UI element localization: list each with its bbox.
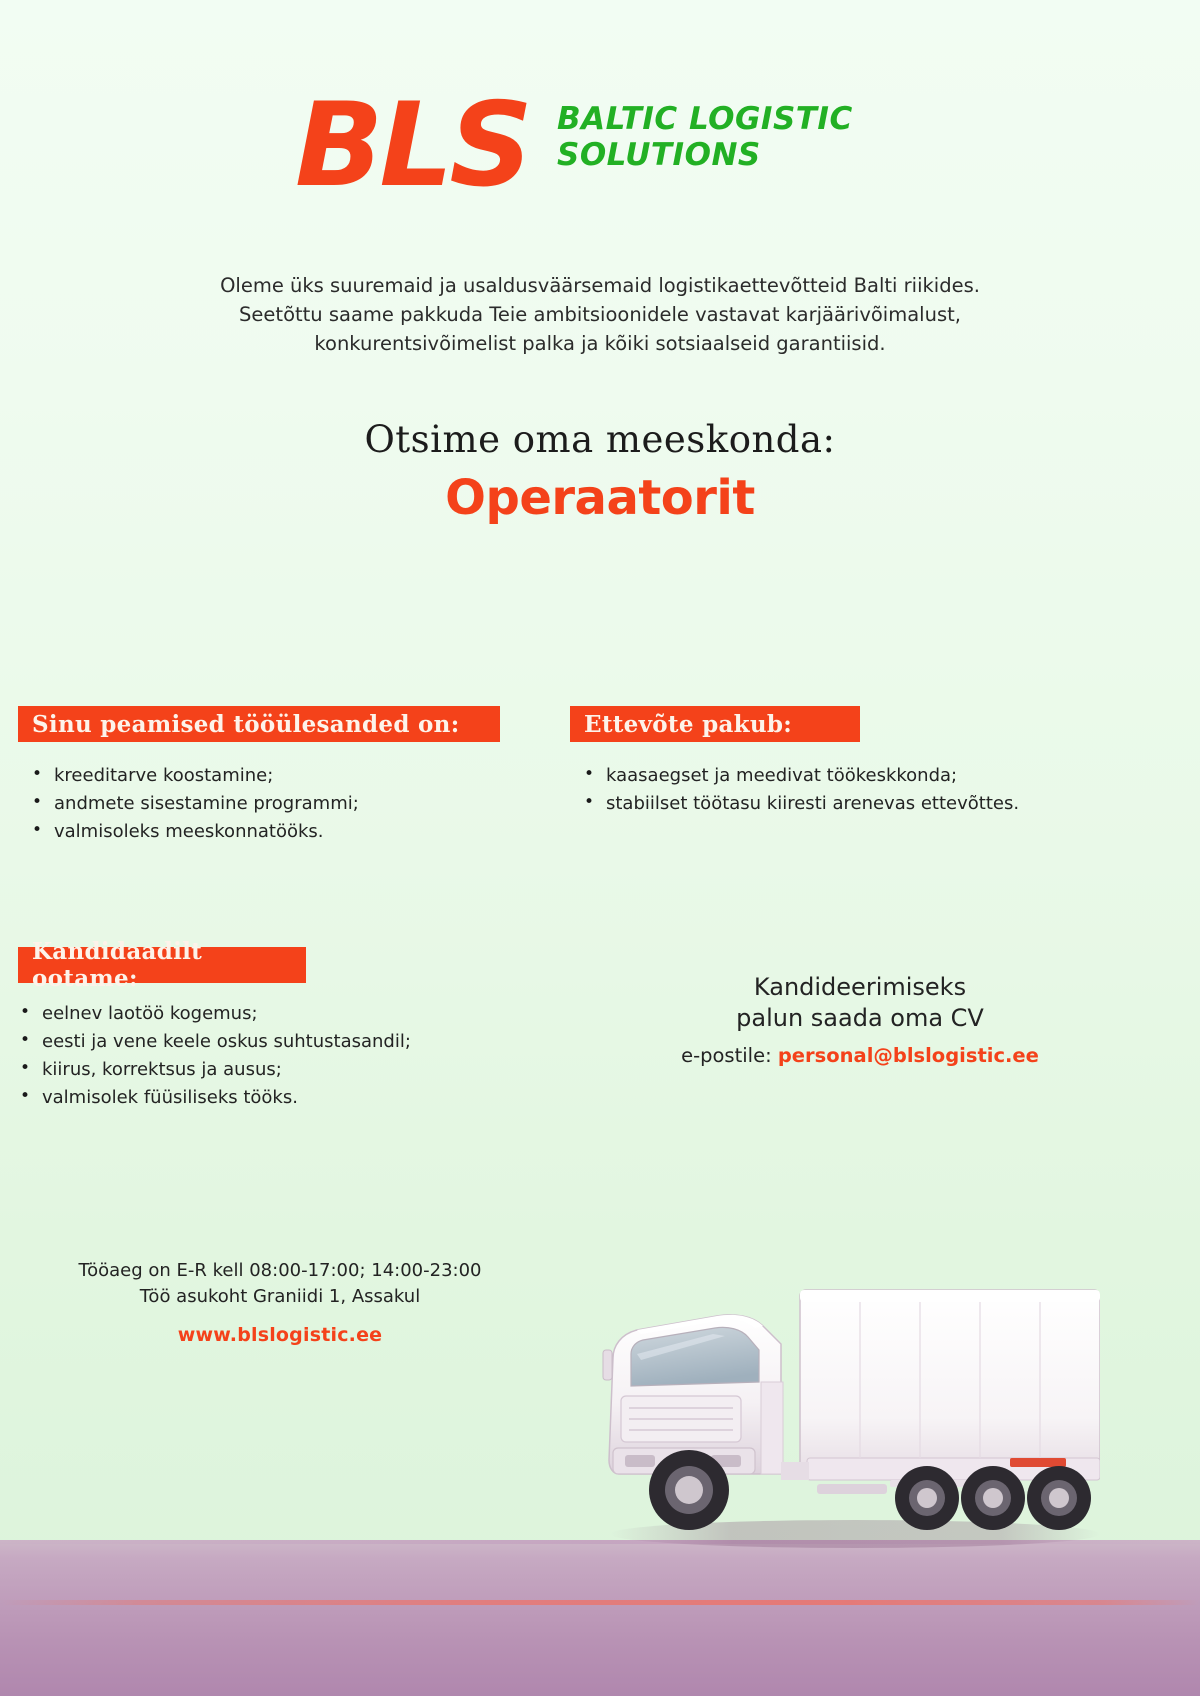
- expectations-list: [8, 1000, 508, 1112]
- logo-wordmark-line1: BALTIC LOGISTIC: [557, 101, 853, 137]
- offer-list: [572, 762, 1042, 818]
- intro-line-2: Seetõttu saame pakkuda Teie ambitsioonidele vastavat karjäärivõimalust,: [239, 302, 961, 326]
- job-title-block: [100, 418, 1100, 528]
- truck-illustration: [585, 1262, 1100, 1562]
- intro-paragraph: [150, 272, 1050, 359]
- section-heading-tasks: Sinu peamised tööülesanded on:: [18, 706, 500, 742]
- apply-email-label: e-postile:: [681, 1044, 778, 1068]
- section-heading-expectations: Kandidaadilt ootame:: [18, 947, 306, 983]
- website-link[interactable]: www.blslogistic.ee: [177, 1324, 383, 1347]
- apply-email-row: [600, 1043, 1120, 1068]
- apply-heading-line1: Kandideerimiseks: [753, 973, 967, 1001]
- logo-mark: BLS: [295, 78, 529, 213]
- working-hours-text: Tööaeg on E-R kell 08:00-17:00; 14:00-23:00: [78, 1260, 482, 1281]
- list-item: • kaasaegset ja meedivat töökeskkonda;: [572, 762, 1042, 790]
- work-location-text: Töö asukoht Graniidi 1, Assakul: [139, 1286, 421, 1308]
- logo-wordmark-line2: SOLUTIONS: [557, 137, 761, 174]
- apply-email-link[interactable]: personal@blslogistic.ee: [777, 1044, 1039, 1068]
- road-background: [0, 1540, 1200, 1696]
- intro-line-3: konkurentsivõimelist palka ja kõiki sotsiaalseid garantiisid.: [314, 331, 886, 355]
- company-logo: [295, 78, 855, 213]
- logo-wordmark: [557, 101, 853, 174]
- list-item: • valmisolek füüsiliseks tööks.: [8, 1084, 508, 1112]
- intro-line-1: Oleme üks suuremaid ja usaldusväärsemaid logistikaettevõtteid Balti riikides.: [220, 274, 980, 297]
- section-heading-offer: Ettevõte pakub:: [570, 706, 860, 742]
- list-item: • valmisoleks meeskonnatööks.: [20, 818, 490, 846]
- wheel-trailer-3: [1027, 1466, 1091, 1530]
- wheel-trailer-2: [961, 1466, 1025, 1530]
- apply-heading-line2: palun saada oma CV: [736, 1004, 984, 1033]
- list-item: • stabiilset töötasu kiiresti arenevas ettevõttes.: [572, 790, 1042, 818]
- list-item: • eesti ja vene keele oskus suhtustasandil;: [8, 1028, 508, 1056]
- apply-block: [600, 972, 1120, 1069]
- tasks-list: [20, 762, 490, 846]
- job-title-role: Operaatorit: [445, 470, 755, 527]
- list-item: • eelnev laotöö kogemus;: [8, 1000, 508, 1028]
- list-item: • kiirus, korrektsus ja ausus;: [8, 1056, 508, 1084]
- footer-block: [20, 1258, 540, 1346]
- wheel-trailer-1: [895, 1466, 959, 1530]
- job-title-eyebrow: Otsime oma meeskonda:: [364, 418, 836, 461]
- list-item: • andmete sisestamine programmi;: [20, 790, 490, 818]
- road-center-line: [0, 1600, 1200, 1605]
- wheel-front: [649, 1450, 729, 1530]
- list-item: • kreeditarve koostamine;: [20, 762, 490, 790]
- truck-icon: [585, 1262, 1100, 1562]
